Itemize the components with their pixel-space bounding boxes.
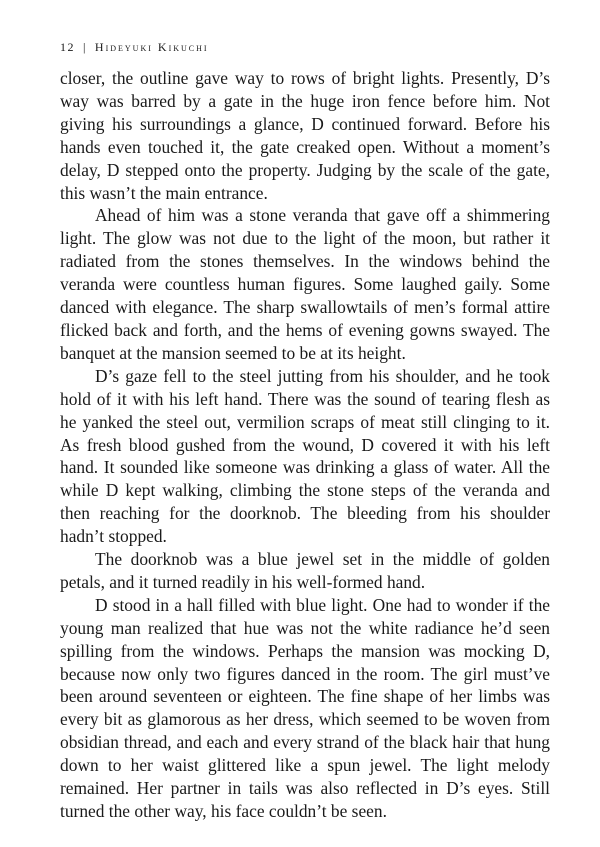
- paragraph-5: D stood in a hall filled with blue light. One had to wonder if the young man realized that hue was not the white radiance he’d seen spilling from the windows. Perhaps the mansion was mocking D, because now only two figures danced in the room. The girl must’ve been around seventeen or eighteen. The fine shape of her limbs was every bit as glamorous as her dress, which seemed to be woven from obsidian thread, and each and every strand of the black hair that hung down to her waist glittered like a spun jewel. The light melody remained. Her partner in tails was also reflected in D’s eyes. Still turned the other way, his face couldn’t be seen.: [60, 594, 550, 821]
- paragraph-4: The doorknob was a blue jewel set in the middle of golden petals, and it turned readily in his well-formed hand.: [60, 549, 550, 592]
- paragraph-3: D’s gaze fell to the steel jutting from his shoulder, and he took hold of it with his left hand. There was the sound of tearing flesh as he yanked the steel out, vermilion scraps of meat still clinging to it. As fresh blood gushed from the wound, D covered it with his left hand. It sounded like someone was drinking a glass of water. All the while D kept walking, climbing the stone steps of the veranda and then reaching for the doorknob. The bleeding from his shoulder hadn’t stopped.: [60, 365, 550, 547]
- paragraph-2: Ahead of him was a stone veranda that gave off a shimmering light. The glow was not due to the light of the moon, but rather it radiated from the stones themselves. In the windows behind the veranda were countless human figures. Some laughed gaily. Some danced with elegance. The sharp swallowtails of men’s formal attire flicked back and forth, and the hems of evening gowns swayed. The banquet at the mansion seemed to be at its height.: [60, 205, 550, 363]
- header-separator: |: [83, 40, 87, 54]
- page-number: 12: [60, 40, 75, 54]
- body-text: [60, 67, 550, 823]
- running-head: [60, 40, 209, 55]
- author-name: Hideyuki Kikuchi: [94, 40, 209, 54]
- paragraph-1: closer, the outline gave way to rows of bright lights. Presently, D’s way was barred by a gate in the huge iron fence before him. Not giving his surroundings a glance, D continued forward. Before his hands even touched it, the gate creaked open. Without a moment’s delay, D stepped onto the property. Judging by the scale of the gate, this wasn’t the main entrance.: [60, 68, 550, 203]
